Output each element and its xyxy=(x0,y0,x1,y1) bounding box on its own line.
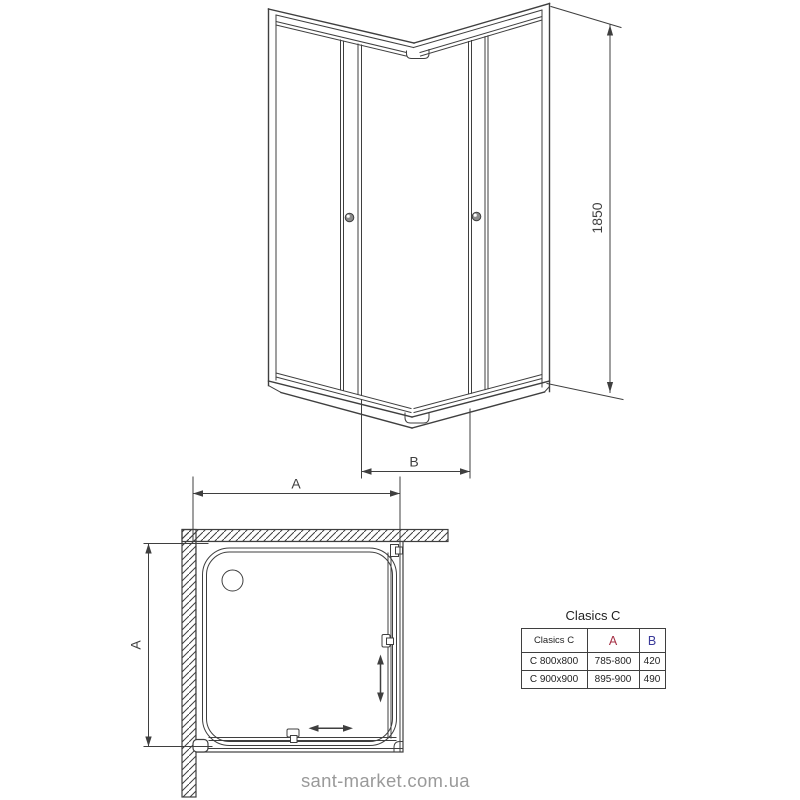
spec-cell-b: 490 xyxy=(639,671,665,689)
height-dim-arrow-bottom xyxy=(607,382,613,393)
bottom-door-end-cap xyxy=(193,740,208,753)
spec-table-block xyxy=(520,608,666,689)
width-dim-arrow-left xyxy=(193,490,203,496)
entry-width-dimension xyxy=(362,400,471,479)
wall-top xyxy=(182,530,448,542)
spec-col-header-model: Clasics C xyxy=(521,629,587,653)
right-door-handle-cap xyxy=(387,638,394,645)
height-dimension-label: 1850 xyxy=(589,202,605,234)
watermark: sant-market.com.ua xyxy=(301,770,470,791)
entry-dim-arrow-left xyxy=(362,468,372,474)
front-view xyxy=(269,4,624,479)
spec-cell-model: C 900x900 xyxy=(521,671,587,689)
spec-cell-model: C 800x800 xyxy=(521,653,587,671)
wall-left xyxy=(182,530,196,798)
spec-table-title: Clasics C xyxy=(565,608,621,623)
left-door-handle-knob xyxy=(345,213,354,222)
bottom-corner-profile xyxy=(405,413,429,423)
spec-table-header-row xyxy=(521,629,665,653)
right-sliding-door xyxy=(469,36,489,394)
right-door-handle-highlight xyxy=(474,214,477,217)
right-door-top-bracket-cap xyxy=(396,547,403,554)
spec-col-header-b: B xyxy=(639,629,665,653)
enclosure-footprint xyxy=(196,542,403,753)
entry-width-dimension-label: B xyxy=(409,453,419,470)
height-dim-arrow-top xyxy=(607,25,613,36)
left-door-handle-highlight xyxy=(347,215,350,218)
depth-dim-arrow-top xyxy=(145,544,151,554)
depth-dim-arrow-bottom xyxy=(145,737,151,747)
right-door-handle-knob xyxy=(472,212,481,221)
height-dimension xyxy=(547,7,623,400)
spec-table-row-900 xyxy=(521,671,665,689)
plan-width-dimension-label: A xyxy=(291,475,301,492)
spec-cell-a: 895-900 xyxy=(587,671,639,689)
spec-cell-a: 785-800 xyxy=(587,653,639,671)
bottom-tray xyxy=(269,373,550,428)
bottom-door-handle-cap xyxy=(291,736,298,743)
plan-view xyxy=(128,476,449,798)
enclosure-frame xyxy=(269,4,550,392)
width-dim-arrow-right xyxy=(390,490,400,496)
spec-col-header-a: A xyxy=(587,629,639,653)
entry-dim-arrow-right xyxy=(460,468,470,474)
spec-table xyxy=(521,628,666,689)
plan-depth-dimension-label: A xyxy=(127,640,144,650)
spec-table-row-800 xyxy=(521,653,665,671)
left-sliding-door xyxy=(341,40,362,396)
spec-cell-b: 420 xyxy=(639,653,665,671)
